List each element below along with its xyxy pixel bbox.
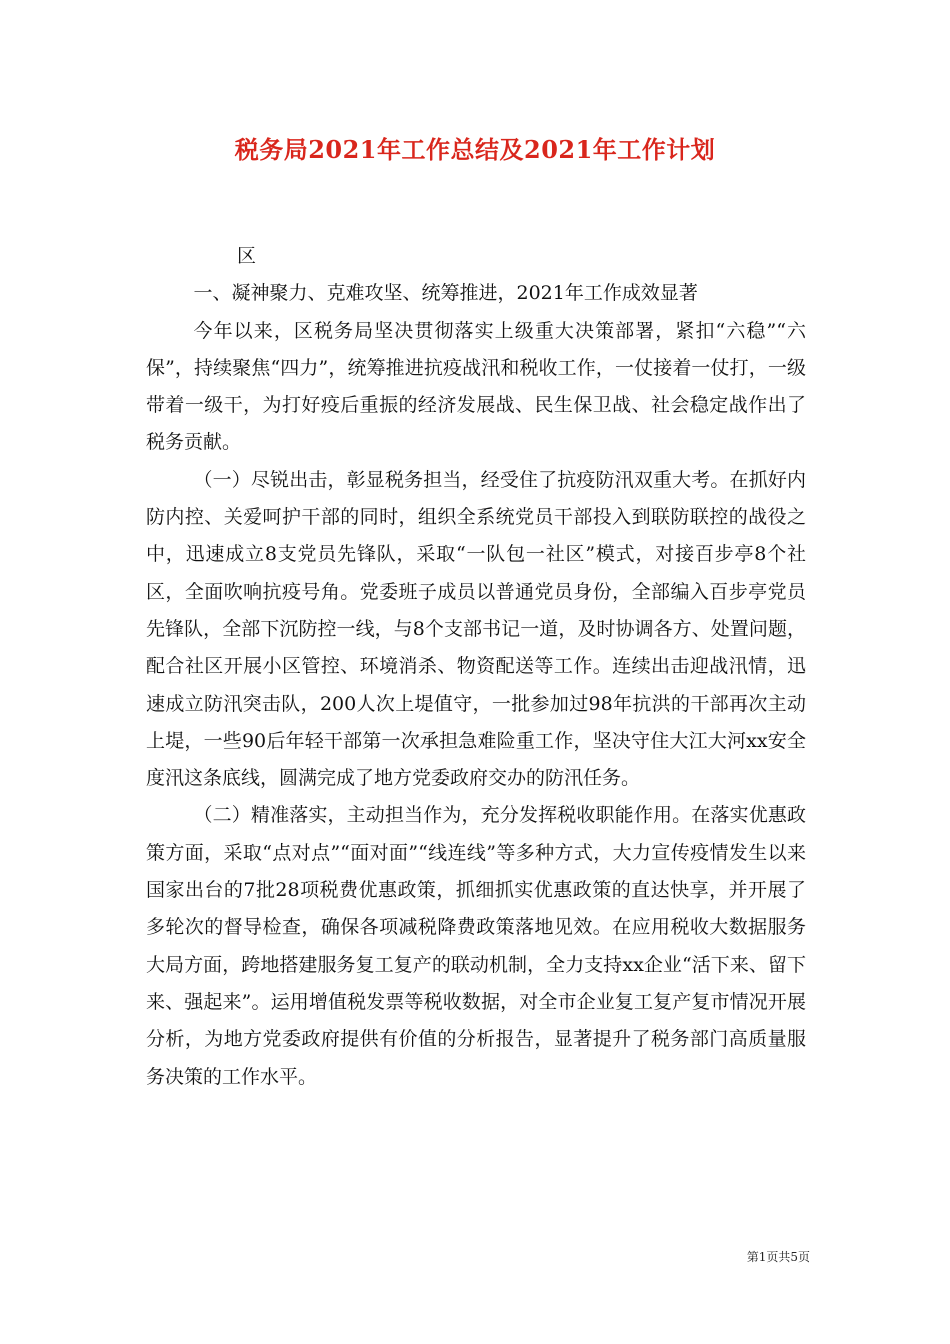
document-title: 税务局2021年工作总结及2021年工作计划 (234, 135, 716, 164)
section-heading: 一、凝神聚力、克难攻坚、统筹推进，2021年工作成效显著 (193, 282, 698, 305)
document-body (146, 238, 806, 1096)
paragraph-intro: 今年以来，区税务局坚决贯彻落实上级重大决策部署，紧扣“六稳”“六保”，持续聚焦“四力”，统筹推进抗疫战汛和税收工作，一仗接着一仗打，一级带着一级干，为打好疫后重振的经济发展战、民生保卫战、社会稳定战作出了税务贡献。 (146, 319, 806, 454)
paragraph-section-1: （一）尽锐出击，彰显税务担当，经受住了抗疫防汛双重大考。在抓好内防内控、关爱呵护干部的同时，组织全系统党员干部投入到联防联控的战役之中，迅速成立8支党员先锋队，采取“一队包一社区”模式，对接百步亭8个社区，全面吹响抗疫号角。党委班子成员以普通党员身份，全部编入百步亭党员先锋队，全部下沉防控一线，与8个支部书记一道，及时协调各方、处置问题，配合社区开展小区管控、环境消杀、物资配送等工作。连续出击迎战汛情，迅速成立防汛突击队，200人次上堤值守，一批参加过98年抗洪的干部再次主动上堤，一些90后年轻干部第一次承担急难险重工作，坚决守住大江大河xx安全度汛这条底线，圆满完成了地方党委政府交办的防汛任务。 (146, 468, 806, 790)
paragraph-section-2: （二）精准落实，主动担当作为，充分发挥税收职能作用。在落实优惠政策方面，采取“点对点”“面对面”“线连线”等多种方式，大力宣传疫情发生以来国家出台的7批28项税费优惠政策，抓细抓实优惠政策的直达快享，并开展了多轮次的督导检查，确保各项减税降费政策落地见效。在应用税收大数据服务大局方面，跨地搭建服务复工复产的联动机制，全力支持xx企业“活下来、留下来、强起来”。运用增值税发票等税收数据，对全市企业复工复产复市情况开展分析，为地方党委政府提供有价值的分析报告，显著提升了税务部门高质量服务决策的工作水平。 (146, 804, 806, 1088)
district-line: 区 (237, 245, 257, 267)
page-number: 第1页共5页 (746, 1250, 810, 1264)
